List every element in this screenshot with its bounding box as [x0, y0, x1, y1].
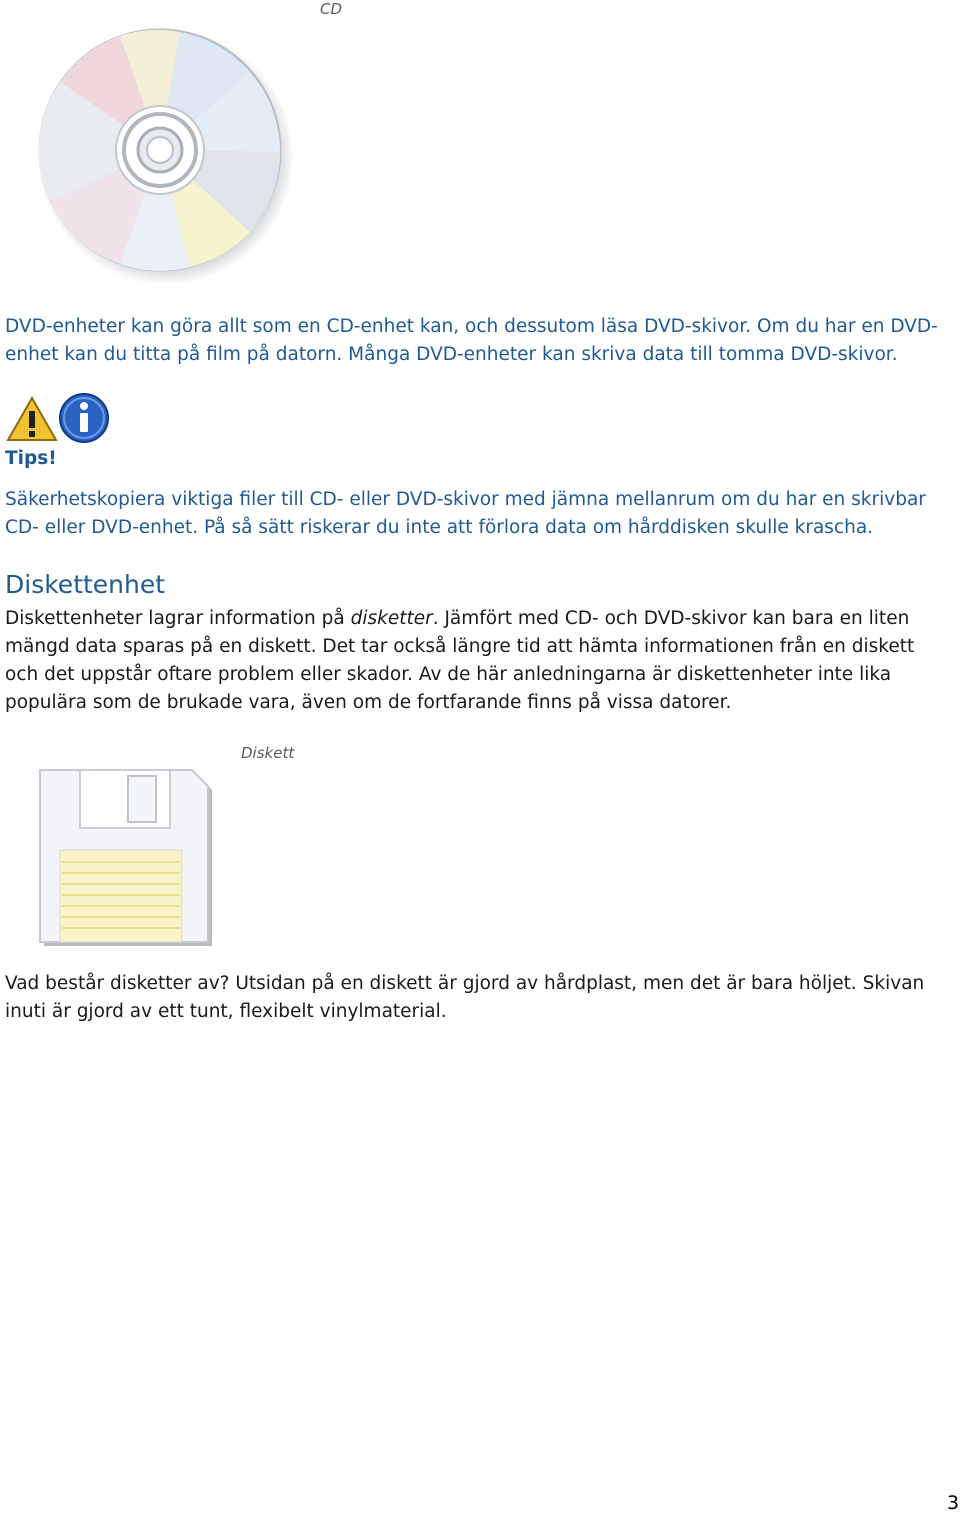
cd-caption: CD	[320, 0, 343, 18]
tip-label: Tips!	[5, 448, 57, 469]
floppy-disk-icon	[36, 766, 220, 952]
closing-paragraph: Vad består disketter av? Utsidan på en diskett är gjord av hårdplast, men det är bara höljet. Skivan inuti är gjord av ett tunt, flexibelt vinylmaterial.	[5, 973, 925, 1022]
cd-disc-icon	[30, 22, 300, 290]
intro-text-after: . Jämfört med CD- och DVD-skivor kan bara en liten mängd data sparas på en diskett. Det tar också längre tid att hämta informationen från en diskett och det uppstår oftare problem eller skador. Av de här anledningarna är diskettenheter inte lika populära som de brukade vara, även om de fortfarande finns på vissa datorer.	[5, 608, 915, 713]
intro-text-before: Diskettenheter lagrar information på	[5, 608, 351, 629]
disketter-link[interactable]: disketter	[350, 608, 433, 629]
warning-icon	[6, 395, 58, 443]
info-icon	[58, 392, 110, 444]
tip-text: Säkerhetskopiera viktiga filer till CD- eller DVD-skivor med jämna mellanrum om du har en skrivbar CD- eller DVD-enhet. På så sätt riskerar du inte att förlora data om hårddisken skulle krascha.	[5, 489, 926, 538]
page-number: 3	[947, 1492, 960, 1514]
cd-paragraph: DVD-enheter kan göra allt som en CD-enhet kan, och dessutom läsa DVD-skivor. Om du har en DVD-enhet kan du titta på film på datorn. Många DVD-enheter kan skriva data till tomma DVD-skivor.	[5, 316, 938, 365]
floppy-intro-paragraph	[5, 605, 950, 717]
section-heading: Diskettenhet	[5, 570, 166, 599]
floppy-caption: Diskett	[241, 744, 295, 762]
